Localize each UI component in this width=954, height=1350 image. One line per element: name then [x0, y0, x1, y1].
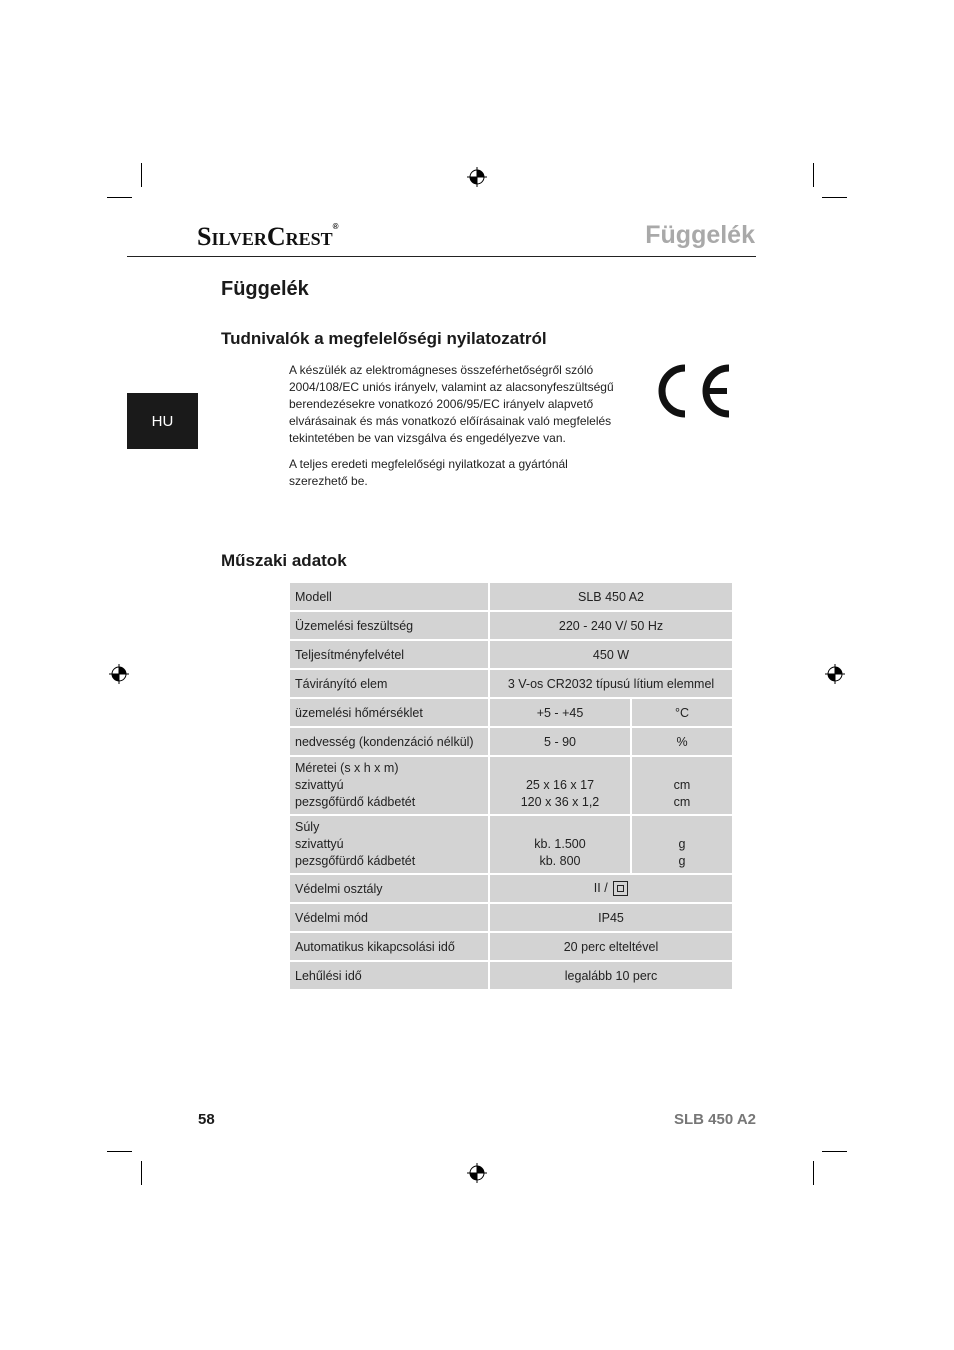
spec-label-line: pezsgőfürdő kádbetét [295, 795, 416, 809]
table-row [290, 670, 732, 699]
spec-value-line: kb. 1.500 [534, 837, 586, 851]
spec-unit-line: cm [673, 778, 691, 792]
spec-label-line: szivattyú [295, 778, 344, 792]
table-row [290, 875, 732, 904]
language-tab: HU [127, 393, 198, 449]
spec-label: Védelmi mód [290, 904, 490, 933]
spec-value [490, 816, 632, 875]
spec-value: 220 - 240 V/ 50 Hz [490, 612, 732, 641]
ce-mark-icon [655, 362, 733, 420]
spec-value: SLB 450 A2 [490, 583, 732, 612]
registration-mark-icon [467, 167, 487, 187]
table-row [290, 757, 732, 816]
spec-label-line: Súly [295, 820, 320, 834]
spec-value: +5 - +45 [490, 699, 632, 728]
spec-label [290, 757, 490, 816]
table-row [290, 612, 732, 641]
spec-label: Távirányító elem [290, 670, 490, 699]
header-title: Függelék [645, 221, 755, 249]
crop-mark [813, 163, 814, 187]
crop-mark [822, 197, 847, 198]
text-line: berendezésekre vonatkozó 2006/95/EC irányelv alapvető [289, 397, 594, 411]
table-row [290, 699, 732, 728]
spec-label: üzemelési hőmérséklet [290, 699, 490, 728]
spec-label [290, 816, 490, 875]
text-line: A teljes eredeti megfelelőségi nyilatkozat a gyártónál [289, 457, 568, 471]
spec-label-line: szivattyú [295, 837, 344, 851]
text-line: szerezhető be. [289, 474, 368, 488]
spec-label-line: Méretei (s x h x m) [295, 761, 399, 775]
specs-heading: Műszaki adatok [221, 551, 347, 570]
spec-value: legalább 10 perc [490, 962, 732, 991]
conformity-heading: Tudnivalók a megfelelőségi nyilatozatról [221, 329, 547, 348]
text-line: A készülék az elektromágneses összeférhetőségről szóló [289, 363, 594, 377]
spec-value [490, 757, 632, 816]
spec-unit: % [632, 728, 732, 757]
crop-mark [107, 197, 132, 198]
spec-label: Védelmi osztály [290, 875, 490, 904]
brand-logo: SilverCrest® [197, 222, 339, 251]
spec-value: 20 perc elteltével [490, 933, 732, 962]
table-row [290, 962, 732, 991]
spec-value: 450 W [490, 641, 732, 670]
conformity-paragraph-2 [289, 456, 634, 490]
table-row [290, 933, 732, 962]
registration-mark-icon [109, 664, 129, 684]
registration-mark-icon [467, 1163, 487, 1183]
crop-mark [141, 1161, 142, 1185]
spec-label: Üzemelési feszültség [290, 612, 490, 641]
spec-unit: °C [632, 699, 732, 728]
text-line: elvárásainak és más vonatkozó előírásainak való megfelelés [289, 414, 612, 428]
text-line: 2004/108/EC uniós irányelv, valamint az alacsonyfeszültségű [289, 380, 614, 394]
protection-class-ii-icon [613, 881, 628, 896]
specs-table [290, 583, 732, 991]
table-row [290, 583, 732, 612]
spec-label: Lehűlési idő [290, 962, 490, 991]
registration-mark-icon [825, 664, 845, 684]
crop-mark [813, 1161, 814, 1185]
spec-unit-line: cm [673, 795, 691, 809]
table-row [290, 816, 732, 875]
spec-value-line: 120 x 36 x 1,2 [520, 795, 600, 809]
spec-label: nedvesség (kondenzáció nélkül) [290, 728, 490, 757]
spec-unit [632, 757, 732, 816]
spec-unit-line: g [678, 837, 686, 851]
footer-model: SLB 450 A2 [674, 1111, 756, 1128]
page-title: Függelék [221, 278, 309, 300]
spec-label: Teljesítményfelvétel [290, 641, 490, 670]
spec-label: Automatikus kikapcsolási idő [290, 933, 490, 962]
spec-label: Modell [290, 583, 490, 612]
spec-unit-line: g [678, 854, 686, 868]
crop-mark [822, 1151, 847, 1152]
page-number: 58 [198, 1111, 215, 1128]
spec-value-line: kb. 800 [539, 854, 581, 868]
spec-value: 3 V-os CR2032 típusú lítium elemmel [490, 670, 732, 699]
conformity-paragraph [289, 362, 634, 447]
spec-value [490, 875, 732, 904]
spec-value: IP45 [490, 904, 732, 933]
header-divider [127, 256, 756, 257]
crop-mark [107, 1151, 132, 1152]
spec-value: 5 - 90 [490, 728, 632, 757]
table-row [290, 728, 732, 757]
spec-unit [632, 816, 732, 875]
text-line: tekintetében be van vizsgálva és engedélyezve van. [289, 431, 566, 445]
crop-mark [141, 163, 142, 187]
table-row [290, 904, 732, 933]
protection-class-text: II / [593, 880, 608, 895]
spec-label-line: pezsgőfürdő kádbetét [295, 854, 416, 868]
spec-value-line: 25 x 16 x 17 [525, 778, 595, 792]
table-row [290, 641, 732, 670]
